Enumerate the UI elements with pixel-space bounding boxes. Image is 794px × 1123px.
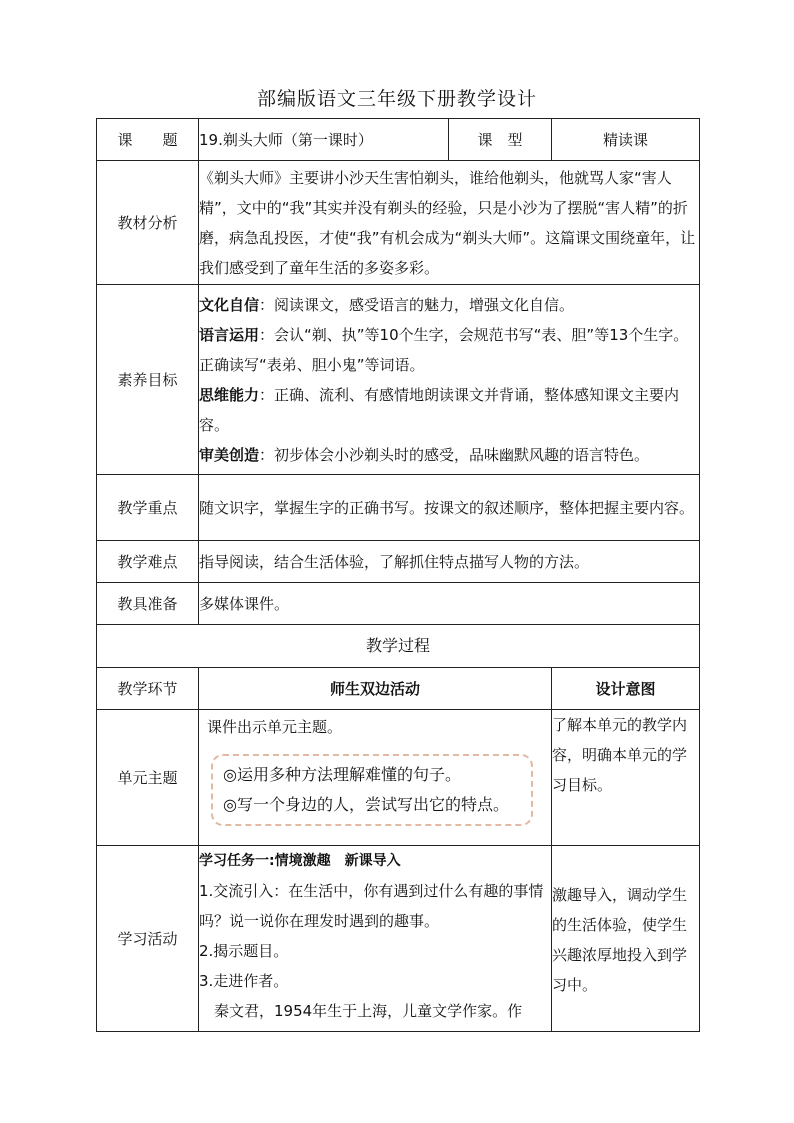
column-activity: 师生双边活动 xyxy=(199,668,552,710)
difficulties-text: 指导阅读，结合生活体验，了解抓住特点描写人物的方法。 xyxy=(199,541,700,583)
task-title: 学习任务一:情境激趣 新课导入 xyxy=(199,853,401,869)
tools-row xyxy=(97,583,700,625)
theme-bullet: ◎运用多种方法理解难懂的句子。 xyxy=(223,765,461,784)
learning-step: 2.揭示题目。 xyxy=(199,942,289,960)
key-points-label: 教学重点 xyxy=(97,475,199,541)
goal-item: 语言运用：会认“剃、执”等10个生字，会规范书写“表、胆”等13个生字。正确读写“表弟、胆小鬼”等词语。 xyxy=(199,325,689,374)
goal-item: 文化自信：阅读课文，感受语言的魅力，增强文化自信。 xyxy=(199,295,575,314)
difficulties-label: 教学难点 xyxy=(97,541,199,583)
goals-row xyxy=(97,285,700,475)
learning-step: 1.交流引入：在生活中，你有遇到过什么有趣的事情吗？说一说你在理发时遇到的趣事。 xyxy=(199,882,544,930)
unit-theme-label: 单元主题 xyxy=(97,710,199,846)
tools-label: 教具准备 xyxy=(97,583,199,625)
analysis-row xyxy=(97,161,700,285)
difficulties-row xyxy=(97,541,700,583)
learning-row xyxy=(97,846,700,1032)
unit-theme-intent: 了解本单元的教学内容，明确本单元的学习目标。 xyxy=(552,710,700,846)
learning-label: 学习活动 xyxy=(97,846,199,1032)
lesson-plan-table xyxy=(96,118,700,1032)
analysis-label: 教材分析 xyxy=(97,161,199,285)
key-points-text: 随文识字，掌握生字的正确书写。按课文的叙述顺序，整体把握主要内容。 xyxy=(199,475,700,541)
theme-bullet: ◎写一个身边的人，尝试写出它的特点。 xyxy=(223,795,509,814)
process-columns-row xyxy=(97,668,700,710)
tools-text: 多媒体课件。 xyxy=(199,583,700,625)
learning-intent: 激趣导入，调动学生的生活体验，使学生兴趣浓厚地投入到学习中。 xyxy=(552,846,700,1032)
process-heading: 教学过程 xyxy=(97,625,700,668)
learning-activity xyxy=(199,846,552,1032)
type-label: 课 型 xyxy=(449,119,552,161)
unit-theme-box xyxy=(211,754,533,826)
goals-list xyxy=(199,285,700,475)
unit-theme-intro: 课件出示单元主题。 xyxy=(207,718,343,736)
topic-value: 19.剃头大师（第一课时） xyxy=(199,119,449,161)
column-stage: 教学环节 xyxy=(97,668,199,710)
topic-row xyxy=(97,119,700,161)
unit-theme-row xyxy=(97,710,700,846)
type-value: 精读课 xyxy=(552,119,700,161)
process-heading-row xyxy=(97,625,700,668)
goal-item: 审美创造：初步体会小沙剃头时的感受，品味幽默风趣的语言特色。 xyxy=(199,445,650,464)
unit-theme-activity xyxy=(199,710,552,846)
author-intro: 秦文君，1954年生于上海，儿童文学作家。作 xyxy=(199,1002,523,1020)
topic-label: 课 题 xyxy=(97,119,199,161)
analysis-text: 《剃头大师》主要讲小沙天生害怕剃头，谁给他剃头，他就骂人家“害人精”，文中的“我”其实并没有剃头的经验，只是小沙为了摆脱“害人精”的折磨，病急乱投医，才使“我”有机会成为“剃头大师”。这篇课文围绕童年，让我们感受到了童年生活的多姿多彩。 xyxy=(199,161,700,285)
document-title: 部编版语文三年级下册教学设计 xyxy=(256,88,537,110)
goal-item: 思维能力：正确、流利、有感情地朗读课文并背诵，整体感知课文主要内容。 xyxy=(199,385,680,434)
goals-label: 素养目标 xyxy=(97,285,199,475)
learning-step: 3.走进作者。 xyxy=(199,972,289,990)
column-intent: 设计意图 xyxy=(552,668,700,710)
key-points-row xyxy=(97,475,700,541)
